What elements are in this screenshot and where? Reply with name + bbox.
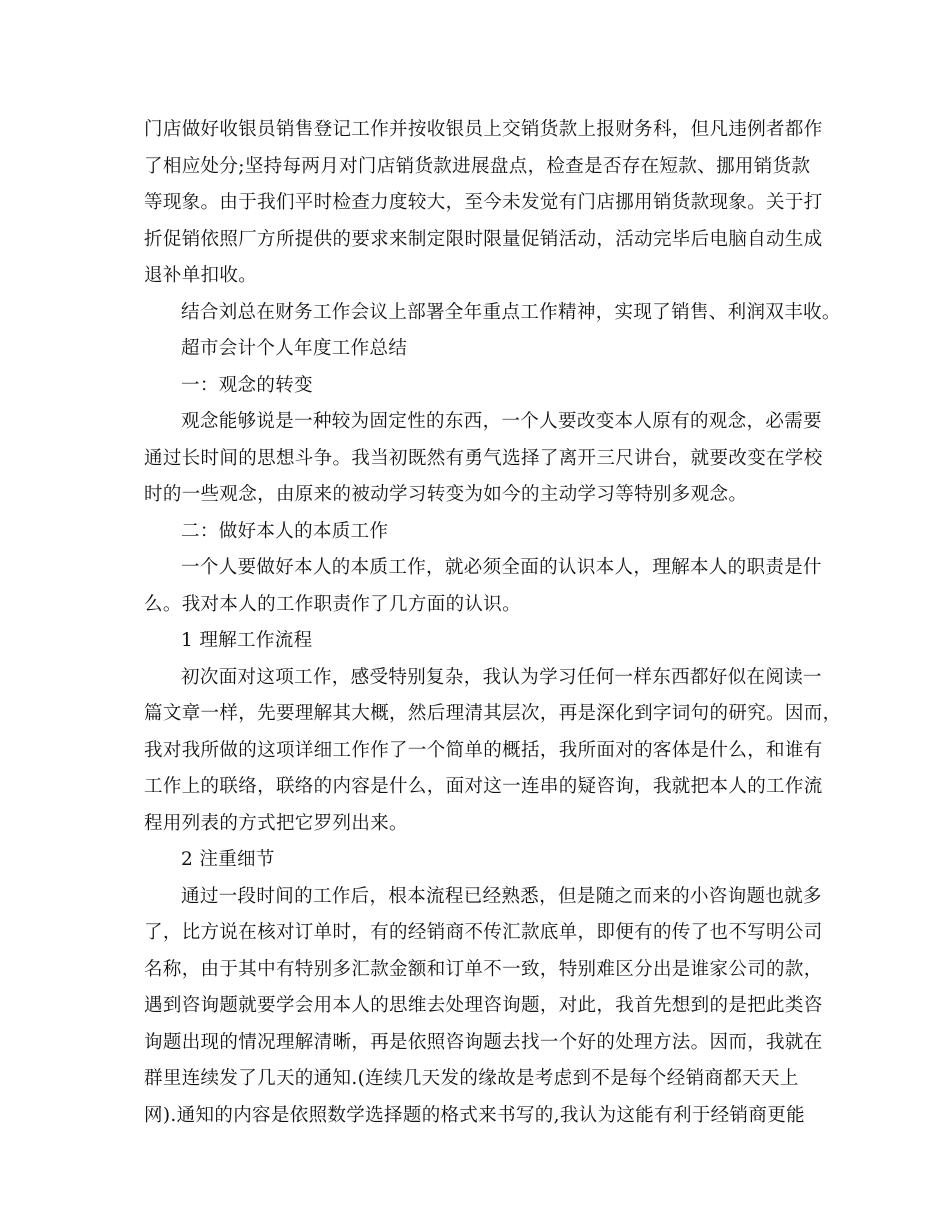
document-body (144, 112, 842, 1134)
paragraph-line: 一个人要做好本人的本质工作，就必须全面的认识本人，理解本人的职责是什 (181, 557, 822, 578)
paragraph-line: 了，比方说在核对订单时，有的经销商不传汇款底单，即便有的传了也不写明公司 (144, 922, 823, 943)
paragraph-line: 工作上的联络，联络的内容是什么，面对这一连串的疑咨询，我就把本人的工作流 (144, 776, 823, 797)
paragraph-line: 门店做好收银员销售登记工作并按收银员上交销货款上报财务科，但凡违例者都作 (144, 119, 823, 140)
subsection-heading: 1 理解工作流程 (181, 630, 313, 651)
section-heading: 一：观念的转变 (181, 374, 313, 396)
section-title: 超市会计个人年度工作总结 (181, 338, 408, 359)
paragraph-line: 退补单扣收。 (144, 265, 258, 286)
paragraph-line: 通过长时间的思想斗争。我当初既然有勇气选择了离开三尺讲台，就要改变在学校 (144, 447, 823, 469)
paragraph-line: 时的一些观念，由原来的被动学习转变为如今的主动学习等特别多观念。 (144, 484, 748, 505)
subsection-heading: 2 注重细节 (181, 849, 275, 870)
paragraph-line: 通过一段时间的工作后，根本流程已经熟悉，但是随之而来的小咨询题也就多 (181, 885, 822, 907)
paragraph-line: 程用列表的方式把它罗列出来。 (144, 812, 408, 834)
paragraph-line: 么。我对本人的工作职责作了几方面的认识。 (144, 593, 522, 615)
paragraph-line: 群里连续发了几天的通知.(连续几天发的缘故是考虑到不是每个经销商都天天上 (144, 1068, 799, 1089)
paragraph-line: 等现象。由于我们平时检查力度较大，至今未发觉有门店挪用销货款现象。关于打 (144, 192, 823, 213)
paragraph-line: 遇到咨询题就要学会用本人的思维去处理咨询题，对此，我首先想到的是把此类咨 (144, 995, 823, 1016)
paragraph-line: 结合刘总在财务工作会议上部署全年重点工作精神，实现了销售、利润双丰收。 (181, 301, 841, 323)
paragraph-line: 我对我所做的这项详细工作作了一个简单的概括，我所面对的客体是什么，和谁有 (144, 739, 823, 761)
paragraph-line: 询题出现的情况理解清晰，再是依照咨询题去找一个好的处理方法。因而，我就在 (144, 1031, 823, 1053)
paragraph-line: 了相应处分;坚持每两月对门店销货款进展盘点，检查是否存在短款、挪用销货款 (144, 155, 811, 177)
paragraph-line: 网).通知的内容是依照数学选择题的格式来书写的,我认为这能有利于经销商更能 (144, 1104, 805, 1126)
paragraph-line: 观念能够说是一种较为固定性的东西，一个人要改变本人原有的观念，必需要 (181, 411, 822, 432)
section-heading: 二：做好本人的本质工作 (181, 520, 389, 542)
paragraph-line: 篇文章一样，先要理解其大概，然后理清其层次，再是深化到字词句的研究。因而， (144, 703, 842, 724)
paragraph-line: 名称，由于其中有特别多汇款金额和订单不一致，特别难区分出是谁家公司的款， (144, 958, 823, 980)
paragraph-line: 初次面对这项工作，感受特别复杂，我认为学习任何一样东西都好似在阅读一 (181, 666, 822, 688)
paragraph-line: 折促销依照厂方所提供的要求来制定限时限量促销活动，活动完毕后电脑自动生成 (144, 228, 823, 250)
